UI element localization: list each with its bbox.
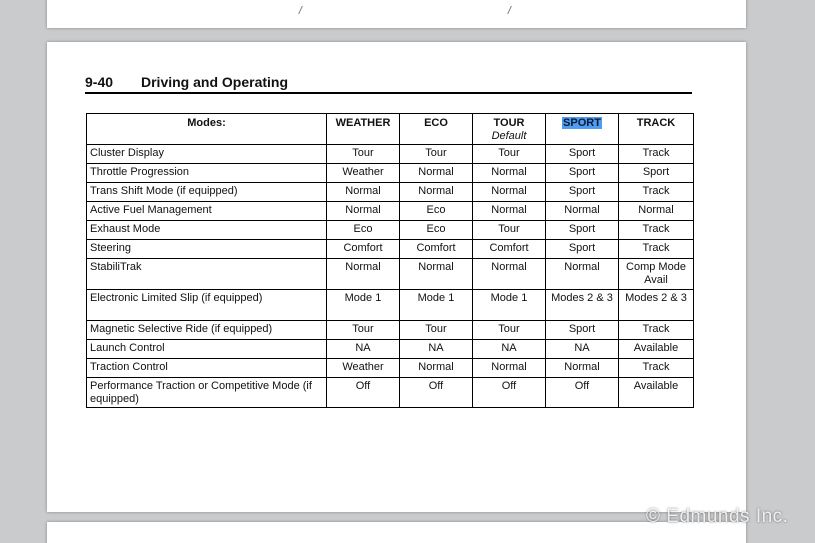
row-label-cell: Cluster Display [87, 145, 327, 164]
table-row [87, 145, 694, 164]
table-cell: Normal [400, 259, 473, 290]
table-cell: Off [473, 378, 546, 408]
row-label-cell: Steering [87, 240, 327, 259]
table-body [87, 145, 694, 408]
row-label-cell: Launch Control [87, 340, 327, 359]
table-cell: Eco [327, 221, 400, 240]
table-cell: Comfort [473, 240, 546, 259]
table-cell: NA [546, 340, 619, 359]
text-fragment-mark [298, 6, 306, 14]
text-fragment-mark [507, 6, 515, 14]
page-header [85, 72, 692, 94]
table-cell: Available [619, 378, 694, 408]
table-cell: Weather [327, 164, 400, 183]
table-cell: NA [400, 340, 473, 359]
table-cell: Mode 1 [400, 290, 473, 321]
table-row [87, 359, 694, 378]
column-subheader-default: Default [491, 130, 527, 142]
column-header-eco: ECO [400, 114, 473, 145]
table-cell: Comfort [400, 240, 473, 259]
table-cell: Normal [327, 259, 400, 290]
table-cell: Normal [546, 259, 619, 290]
table-cell: Track [619, 183, 694, 202]
table-row [87, 378, 694, 408]
table-cell: Mode 1 [473, 290, 546, 321]
row-label-cell: Magnetic Selective Ride (if equipped) [87, 321, 327, 340]
table-cell: NA [327, 340, 400, 359]
table-cell: Normal [400, 183, 473, 202]
row-label-cell: Exhaust Mode [87, 221, 327, 240]
selected-text-highlight: SPORT [563, 117, 601, 129]
table-row [87, 221, 694, 240]
table-cell: Eco [400, 221, 473, 240]
table-cell: Off [400, 378, 473, 408]
table-cell: Track [619, 240, 694, 259]
table-cell: Normal [619, 202, 694, 221]
table-cell: Modes 2 & 3 [619, 290, 694, 321]
column-header-weather: WEATHER [327, 114, 400, 145]
previous-page [47, 0, 746, 28]
row-label-cell: Trans Shift Mode (if equipped) [87, 183, 327, 202]
table-cell: Normal [473, 359, 546, 378]
table-row [87, 240, 694, 259]
table-cell: Tour [400, 321, 473, 340]
column-header-sport [546, 114, 619, 145]
column-header-track: TRACK [619, 114, 694, 145]
table-cell: Off [327, 378, 400, 408]
table-row [87, 183, 694, 202]
table-cell: Normal [546, 202, 619, 221]
table-cell: Track [619, 359, 694, 378]
table-cell: Normal [473, 259, 546, 290]
table-row [87, 259, 694, 290]
row-label-cell: Traction Control [87, 359, 327, 378]
table-cell: Off [546, 378, 619, 408]
table-cell: Normal [473, 183, 546, 202]
table-cell: Normal [546, 359, 619, 378]
table-cell: Sport [546, 321, 619, 340]
row-label-cell: Active Fuel Management [87, 202, 327, 221]
table-cell: Tour [327, 321, 400, 340]
table-cell: Comfort [327, 240, 400, 259]
table-cell: Available [619, 340, 694, 359]
row-label-cell: Electronic Limited Slip (if equipped) [87, 290, 327, 321]
table-cell: Normal [473, 202, 546, 221]
table-cell: Normal [400, 359, 473, 378]
table-row [87, 340, 694, 359]
table-cell: Sport [546, 183, 619, 202]
table-cell: Track [619, 321, 694, 340]
table-cell: Track [619, 221, 694, 240]
table-cell: Normal [327, 202, 400, 221]
table-row [87, 290, 694, 321]
table-cell: Modes 2 & 3 [546, 290, 619, 321]
watermark: © Edmunds Inc. [646, 506, 789, 527]
row-label-cell: Throttle Progression [87, 164, 327, 183]
table-header-row [87, 114, 694, 145]
table-cell: Comp Mode Avail [619, 259, 694, 290]
table-cell: Weather [327, 359, 400, 378]
table-cell: Normal [473, 164, 546, 183]
table-cell: Sport [619, 164, 694, 183]
section-title: Driving and Operating [141, 74, 289, 90]
table-cell: Tour [473, 145, 546, 164]
table-row [87, 164, 694, 183]
table-cell: Eco [400, 202, 473, 221]
table-row [87, 321, 694, 340]
table-cell: Normal [400, 164, 473, 183]
next-page [47, 522, 746, 543]
table-cell: Sport [546, 221, 619, 240]
table-cell: Sport [546, 240, 619, 259]
column-header-modes: Modes: [87, 114, 327, 145]
table-cell: Mode 1 [327, 290, 400, 321]
table-cell: Normal [327, 183, 400, 202]
column-header-tour: TOUR Default [473, 114, 546, 145]
table-cell: Tour [327, 145, 400, 164]
table-cell: Tour [473, 321, 546, 340]
driving-modes-table [86, 113, 694, 408]
row-label-cell: StabiliTrak [87, 259, 327, 290]
table-cell: NA [473, 340, 546, 359]
table-row [87, 202, 694, 221]
table-cell: Sport [546, 145, 619, 164]
table-cell: Tour [473, 221, 546, 240]
page-number: 9-40 [85, 74, 114, 90]
table-cell: Tour [400, 145, 473, 164]
table-cell: Track [619, 145, 694, 164]
table-cell: Sport [546, 164, 619, 183]
row-label-cell: Performance Traction or Competitive Mode (if equipped) [87, 378, 327, 408]
